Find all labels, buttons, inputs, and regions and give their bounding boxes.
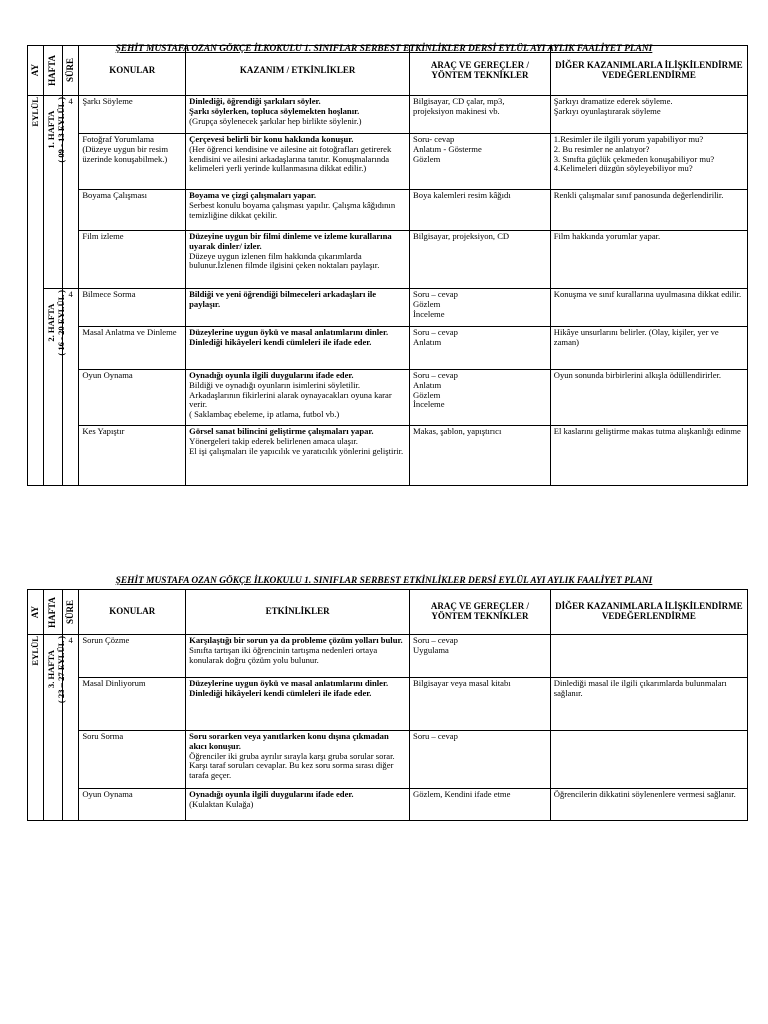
tools-text: Soru- cevap Anlatım - Gösterme Gözlem — [413, 134, 482, 164]
tools-cell — [410, 289, 551, 327]
evaluation-text: Konuşma ve sınıf kurallarına uyulmasına dikkat edilir. — [553, 289, 742, 299]
header-diger-label: DİĞER KAZANIMLARLA İLİŞKİLENDİRME VEDEĞERLENDİRME — [555, 601, 743, 621]
header-diger — [550, 590, 747, 635]
header-kazanim — [186, 590, 410, 635]
topic-cell — [79, 789, 186, 821]
plan-section-2 — [0, 576, 768, 587]
evaluation-text: Dinlediği masal ile ilgili çıkarımlarda bulunmaları sağlanır. — [553, 678, 727, 698]
tools-cell — [410, 678, 551, 731]
week-label — [47, 97, 67, 163]
week-number: 3. HAFTA — [46, 650, 57, 689]
topic-text: Oyun Oynama — [82, 789, 133, 799]
topic-text: Masal Dinliyorum — [82, 678, 146, 688]
topic-text: Masal Anlatma ve Dinleme — [82, 327, 177, 337]
header-arac — [410, 46, 551, 96]
evaluation-cell — [550, 231, 747, 289]
week-cell — [44, 289, 67, 486]
outcome-bold-text: Boyama ve çizgi çalışmaları yapar. — [189, 190, 317, 200]
table-row — [28, 731, 748, 789]
outcome-bold-text: Düzeyine uygun bir filmi dinleme ve izleme kurallarına uyarak dinler/ izler. — [189, 231, 392, 251]
header-hafta-label: HAFTA — [47, 55, 58, 86]
week-number: 1. HAFTA — [46, 110, 57, 149]
table-row — [28, 789, 748, 821]
tools-text: Gözlem, Kendini ifade etme — [413, 789, 511, 799]
topic-text: Bilmece Sorma — [82, 289, 136, 299]
header-hafta-label: HAFTA — [47, 596, 58, 628]
outcome-cell — [186, 370, 410, 426]
evaluation-cell — [550, 134, 747, 190]
plan-title-1: ŞEHİT MUSTAFA OZAN GÖKÇE İLKOKULU 1. SINIFLAR SERBEST ETKİNLİKLER DERSİ EYLÜL AYI AYLIK FAALİYET PLANI — [115, 44, 653, 54]
evaluation-text: Öğrencilerin dikkatini söylenenlere vermesi sağlanır. — [553, 789, 736, 799]
outcome-bold-text: Görsel sanat bilincini geliştirme çalışmaları yapar. — [189, 426, 374, 436]
header-sure-label: SÜRE — [64, 58, 75, 83]
header-hafta — [44, 590, 62, 635]
evaluation-cell — [550, 190, 747, 231]
header-diger-label: DİĞER KAZANIMLARLA İLİŞKİLENDİRME VEDEĞERLENDİRME — [555, 59, 743, 80]
outcome-cell — [186, 678, 410, 731]
outcome-cell — [186, 426, 410, 486]
outcome-bold-text: Soru sorarken veya yanıtlarken konu dışına çıkmadan akıcı konuşur. — [189, 731, 389, 751]
outcome-cell — [186, 134, 410, 190]
evaluation-cell — [550, 635, 747, 678]
tools-text: Bilgisayar, projeksiyon, CD — [413, 231, 510, 241]
topic-text: Sorun Çözme — [82, 635, 130, 645]
month-cell — [28, 96, 44, 486]
week-number: 2. HAFTA — [46, 303, 57, 342]
outcome-cell — [186, 190, 410, 231]
outcome-bold-text: Oynadığı oyunla ilgili duygularını ifade eder. — [189, 789, 354, 799]
outcome-detail-text: Sınıfta tartışan iki öğrencinin tartışma nedenleri ortaya konularak doğru çözüm yolu bulunur. — [189, 644, 378, 665]
evaluation-text: Şarkıyı dramatize ederek söyleme. Şarkıyı oyunlaştırarak söyleme — [553, 96, 673, 116]
tools-cell — [410, 96, 551, 134]
evaluation-cell — [550, 96, 747, 134]
evaluation-cell — [550, 327, 747, 370]
outcome-bold-text: Karşılaştığı bir sorun ya da probleme çözüm yolları bulur. — [189, 635, 403, 645]
tools-text: Bilgisayar, CD çalar, mp3, projeksiyon makinesi vb. — [413, 96, 505, 116]
week-dates: ( 16 - 20 EYLÜL ) — [56, 290, 67, 356]
topic-cell — [79, 231, 186, 289]
tools-cell — [410, 789, 551, 821]
plan-table-1 — [27, 45, 748, 486]
topic-cell — [79, 635, 186, 678]
topic-cell — [79, 289, 186, 327]
header-ay-label: AY — [30, 605, 40, 619]
outcome-cell — [186, 789, 410, 821]
topic-text: Soru Sorma — [82, 731, 124, 741]
week-cell — [44, 96, 67, 289]
month-label: EYLÜL — [30, 97, 40, 127]
duration-value: 4 — [68, 635, 73, 645]
header-arac-label: ARAÇ VE GEREÇLER / YÖNTEM TEKNİKLER — [430, 601, 529, 621]
topic-text: Boyama Çalışması — [82, 190, 148, 200]
header-sure-label: SÜRE — [64, 599, 75, 624]
header-kazanim-label: ETKİNLİKLER — [265, 606, 330, 617]
tools-cell — [410, 370, 551, 426]
topic-text: Kes Yapıştır — [82, 426, 125, 436]
outcome-detail-text: Bildiği ve oynadığı oyunların isimlerini söyletilir. Arkadaşlarının fikirlerini alarak oynayacakları oyuna karar verir. ( Saklambaç ebeleme, ip atlama, futbol vb.) — [189, 379, 392, 420]
table-row — [28, 190, 748, 231]
evaluation-cell — [550, 289, 747, 327]
week-cell — [44, 635, 67, 821]
tools-cell — [410, 731, 551, 789]
tools-text: Soru – cevap — [413, 731, 458, 741]
table-row — [28, 678, 748, 731]
evaluation-cell — [550, 426, 747, 486]
week-dates: ( 09 - 13 EYLÜL ) — [56, 97, 67, 163]
topic-text: Film izleme — [82, 231, 124, 241]
outcome-bold-text: Oynadığı oyunla ilgili duygularını ifade eder. — [189, 370, 354, 380]
header-arac — [410, 590, 551, 635]
outcome-detail-text: (Kulaktan Kulağa) — [189, 798, 254, 809]
outcome-detail-text: Yönergeleri takip ederek belirlenen amaca ulaşır. El işi çalışmaları ile yapıcılık ve yaratıcılık yönlerini geliştirir. — [189, 435, 404, 456]
topic-text: Şarkı Söyleme — [82, 96, 133, 106]
evaluation-text: El kaslarını geliştirme makas tutma alışkanlığı edinme — [553, 426, 741, 436]
outcome-bold-text: Çerçevesi belirli bir konu hakkında konuşur. — [189, 134, 354, 144]
table-row — [28, 134, 748, 190]
topic-text: Oyun Oynama — [82, 370, 133, 380]
outcome-cell — [186, 327, 410, 370]
outcome-detail-text: (Her öğrenci kendisine ve ailesine ait fotoğrafları getirerek kendisini ve ailesini arkadaşlarına tanıtır. Konuşmalarında kelimeleri yerli yerinde kullanmasına dikkat edilir.) — [189, 143, 392, 174]
evaluation-cell — [550, 370, 747, 426]
tools-cell — [410, 327, 551, 370]
outcome-bold-text: Bildiği ve yeni öğrendiği bilmeceleri arkadaşları ile paylaşır. — [189, 289, 377, 309]
tools-text: Makas, şablon, yapıştırıcı — [413, 426, 502, 436]
evaluation-text: Hikâye unsurlarını belirler. (Olay, kişiler, yer ve zaman) — [553, 327, 719, 347]
duration-value: 4 — [68, 96, 73, 106]
outcome-detail-text: (Grupça söylenecek şarkılar hep birlikte söylenir.) — [189, 115, 362, 126]
month-cell — [28, 635, 44, 821]
topic-cell — [79, 731, 186, 789]
topic-cell — [79, 190, 186, 231]
table-row — [28, 289, 748, 327]
evaluation-text: Film hakkında yorumlar yapar. — [553, 231, 661, 241]
week-dates: ( 23 – 27 EYLÜL ) — [56, 636, 67, 704]
tools-text: Soru – cevap Anlatım — [413, 327, 458, 347]
header-hafta — [44, 46, 62, 96]
tools-cell — [410, 426, 551, 486]
tools-cell — [410, 231, 551, 289]
outcome-cell — [186, 635, 410, 678]
table-row — [28, 231, 748, 289]
header-kazanim — [186, 46, 410, 96]
outcome-detail-text: Düzeye uygun izlenen film hakkında çıkarımlarda bulunur.İzlenen filmde ilgisini çeken noktaları paylaşır. — [189, 250, 380, 271]
outcome-cell — [186, 231, 410, 289]
outcome-detail-text: Öğrenciler iki gruba ayrılır sırayla karşı gruba sorular sorar. Karşı taraf soruları cevaplar. Bu kez soru sorma sırası diğer tarafa geçer. — [189, 750, 395, 781]
week-label — [47, 636, 67, 703]
tools-text: Soru – cevap Anlatım Gözlem İnceleme — [413, 370, 458, 410]
header-arac-label: ARAÇ VE GEREÇLER / YÖNTEM TEKNİKLER — [430, 59, 529, 80]
header-konular — [79, 590, 186, 635]
tools-cell — [410, 134, 551, 190]
header-konular-label: KONULAR — [109, 64, 156, 75]
header-konular-label: KONULAR — [109, 606, 156, 617]
week-label — [47, 290, 67, 356]
topic-cell — [79, 370, 186, 426]
header-ay — [28, 590, 44, 635]
topic-text: Fotoğraf Yorumlama (Düzeye uygun bir resim üzerinde konuşabilmek.) — [82, 134, 169, 164]
plan-title-2: ŞEHİT MUSTAFA OZAN GÖKÇE İLKOKULU 1. SINIFLAR SERBEST ETKİNLİKLER DERSİ EYLÜL AYI AYLIK FAALİYET PLANI — [115, 576, 653, 586]
header-ay — [28, 46, 44, 96]
plan-table-2 — [27, 589, 748, 821]
tools-text: Boya kalemleri resim kâğıdı — [413, 190, 511, 200]
month-label: EYLÜL — [30, 636, 40, 666]
tools-text: Bilgisayar veya masal kitabı — [413, 678, 511, 688]
topic-cell — [79, 134, 186, 190]
table-row — [28, 327, 748, 370]
outcome-bold-text: Düzeylerine uygun öykü ve masal anlatımlarını dinler. Dinlediği hikâyeleri kendi cümleleri ile ifade eder. — [189, 678, 389, 698]
header-konular — [79, 46, 186, 96]
outcome-bold-text: Dinlediği, öğrendiği şarkıları söyler. Şarkı söylerken, topluca söylemekten hoşlanır. — [189, 96, 360, 116]
outcome-cell — [186, 96, 410, 134]
evaluation-text: Renkli çalışmalar sınıf panosunda değerlendirilir. — [553, 190, 724, 200]
topic-cell — [79, 426, 186, 486]
outcome-bold-text: Düzeylerine uygun öykü ve masal anlatımlarını dinler. Dinlediği hikâyeleri kendi cümleleri ile ifade eder. — [189, 327, 389, 347]
table-row — [28, 635, 748, 678]
outcome-cell — [186, 289, 410, 327]
evaluation-cell — [550, 789, 747, 821]
tools-text: Soru – cevap Uygulama — [413, 635, 458, 655]
evaluation-cell — [550, 731, 747, 789]
header-sure — [62, 46, 78, 96]
topic-cell — [79, 678, 186, 731]
tools-cell — [410, 190, 551, 231]
header-ay-label: AY — [30, 64, 40, 77]
table-row — [28, 96, 748, 134]
tools-cell — [410, 635, 551, 678]
outcome-detail-text: Serbest konulu boyama çalışması yapılır. Çalışma kâğıdının temizliğine dikkat çekilir. — [189, 199, 396, 220]
topic-cell — [79, 327, 186, 370]
evaluation-text: 1.Resimler ile ilgili yorum yapabiliyor mu? 2. Bu resimler ne anlatıyor? 3. Sınıfta güçlük çekmeden konuşabiliyor mu? 4.Kelimeleri düzgün söyleyebiliyor mu? — [553, 134, 715, 174]
duration-value: 4 — [68, 289, 73, 299]
evaluation-text: Oyun sonunda birbirlerini alkışla ödüllendirirler. — [553, 370, 722, 380]
tools-text: Soru – cevap Gözlem İnceleme — [413, 289, 458, 319]
table-row — [28, 370, 748, 426]
header-sure — [62, 590, 78, 635]
table-row — [28, 426, 748, 486]
evaluation-cell — [550, 678, 747, 731]
topic-cell — [79, 96, 186, 134]
header-kazanim-label: KAZANIM / ETKİNLİKLER — [239, 64, 356, 75]
outcome-cell — [186, 731, 410, 789]
header-diger — [550, 46, 747, 96]
